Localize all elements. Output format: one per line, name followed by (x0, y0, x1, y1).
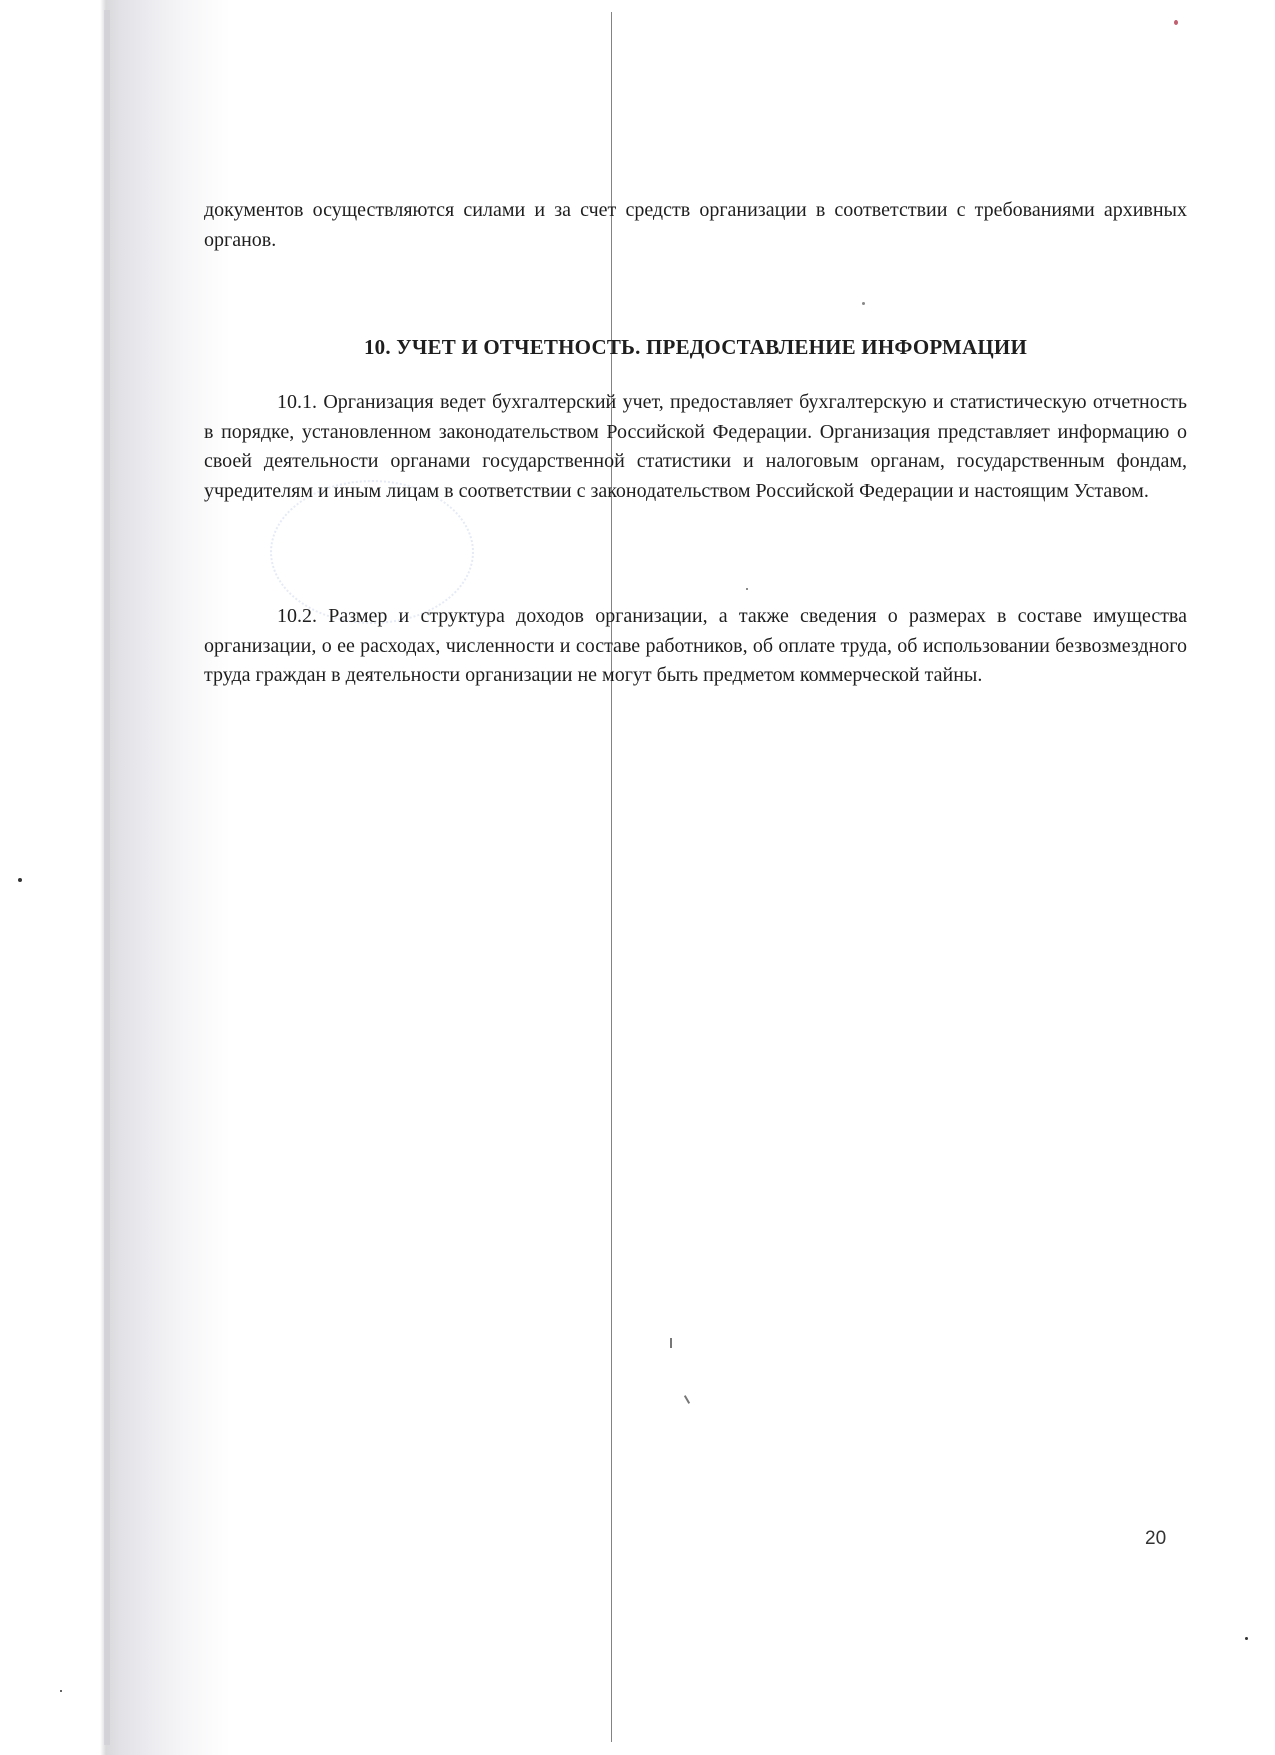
scan-speck (18, 878, 22, 882)
scan-speck (60, 1690, 62, 1692)
binding-shadow (0, 0, 230, 1755)
scan-speck (1245, 1637, 1248, 1640)
fold-line (611, 12, 612, 1742)
binding-edge (104, 10, 110, 1745)
page-number: 20 (1145, 1528, 1167, 1549)
paragraph-10-1: 10.1. Организация ведет бухгалтерский учет, предоставляет бухгалтерскую и статистическую отчетность в порядке, установленном законодательством Российской Федерации. Организация представляет информацию о своей деятельности органами государственной статистики и налоговым органам, государственным фондам, учредителям и иным лицам в соответствии с законодательством Российской Федерации и настоящим Уставом. (204, 391, 1187, 502)
scan-speck (670, 1338, 672, 1348)
continuation-paragraph: документов осуществляются силами и за счет средств организации в соответствии с требованиями архивных органов. (204, 199, 1187, 251)
paragraph-10-2: 10.2. Размер и структура доходов организации, а также сведения о размерах в составе имущества организации, о ее расходах, численности и составе работников, об оплате труда, об использовании безвозмездного труда граждан в деятельности организации не могут быть предметом коммерческой тайны. (204, 605, 1187, 686)
scan-speck (746, 588, 748, 590)
scan-speck (1174, 20, 1178, 25)
scan-speck (862, 302, 865, 305)
scan-speck (684, 1395, 690, 1404)
section-heading: 10. УЧЕТ И ОТЧЕТНОСТЬ. ПРЕДОСТАВЛЕНИЕ ИНФОРМАЦИИ (363, 335, 1028, 359)
